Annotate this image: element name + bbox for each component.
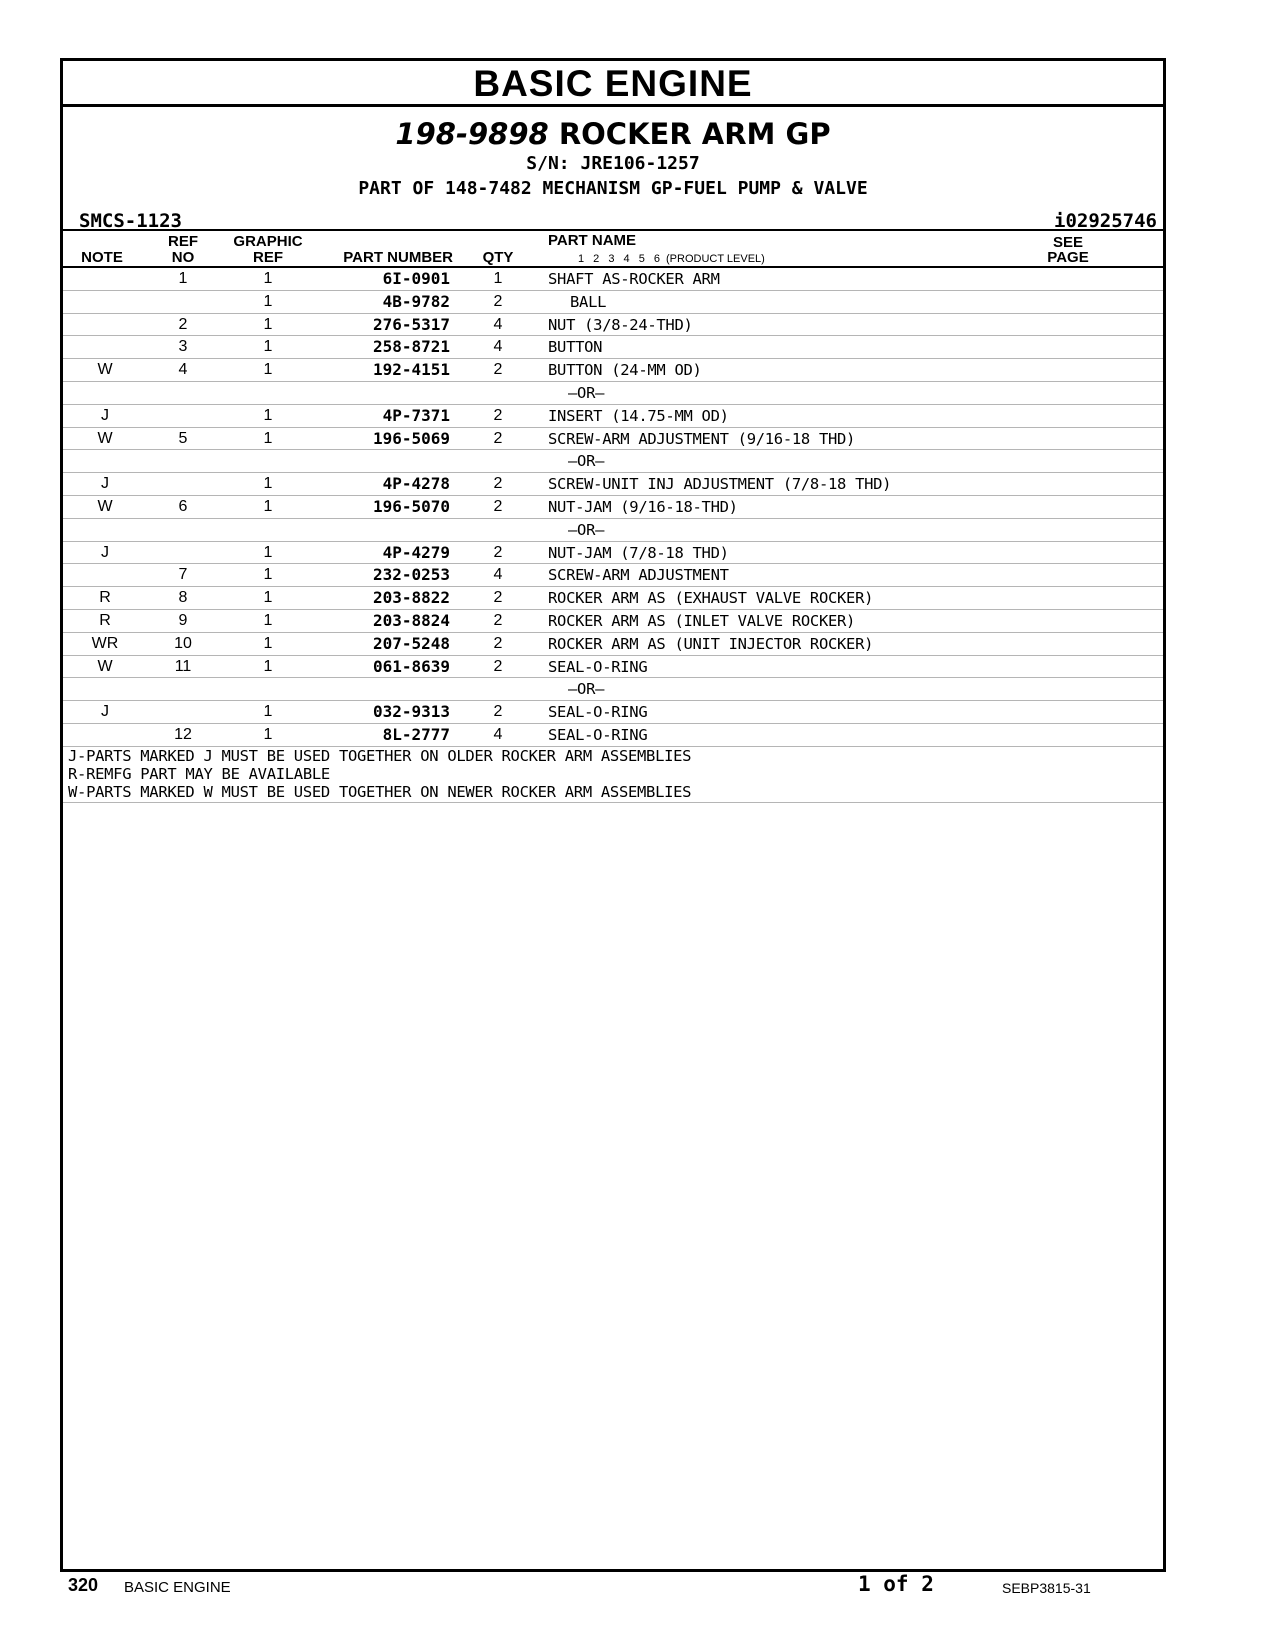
col-qty: QTY <box>482 249 514 266</box>
part-name-cell: SEAL-O-RING <box>548 703 648 722</box>
table-row <box>63 405 1163 428</box>
qty-cell: 2 <box>493 429 503 447</box>
table-row <box>63 610 1163 633</box>
note-cell: W <box>97 497 113 515</box>
part-name-cell: SHAFT AS-ROCKER ARM <box>548 270 720 288</box>
ref-no-cell: 10 <box>174 634 192 652</box>
ref-no-cell: 9 <box>178 611 188 629</box>
group-title <box>63 116 1163 152</box>
col-note: NOTE <box>81 249 123 266</box>
qty-cell: 4 <box>493 338 503 356</box>
ref-no-cell: 2 <box>178 315 188 333</box>
graphic-ref-cell: 1 <box>263 543 273 561</box>
graphic-ref-cell: 1 <box>263 475 273 493</box>
qty-cell: 2 <box>493 703 503 721</box>
part-name-cell: ROCKER ARM AS (INLET VALVE ROCKER) <box>548 611 856 630</box>
col-graphic-bottom: REF <box>253 249 283 266</box>
part-name-cell: —OR— <box>568 680 605 699</box>
ref-no-cell: 3 <box>178 338 188 356</box>
graphic-ref-cell: 1 <box>263 657 273 675</box>
graphic-ref-cell: 1 <box>263 270 273 287</box>
part-number-cell: 4P-4279 <box>382 542 450 562</box>
qty-cell: 2 <box>493 657 503 675</box>
ref-no-cell: 12 <box>174 725 192 743</box>
doc-number: SEBP3815-31 <box>1002 1580 1091 1596</box>
part-name-cell: SCREW-UNIT INJ ADJUSTMENT (7/8-18 THD) <box>548 475 892 494</box>
col-part-number: PART NUMBER <box>343 249 453 266</box>
part-name-cell: —OR— <box>568 520 605 539</box>
table-row <box>63 724 1163 747</box>
qty-cell: 2 <box>493 543 503 561</box>
ref-no-cell: 8 <box>178 589 188 607</box>
part-number-cell: 207-5248 <box>372 633 450 653</box>
table-row <box>63 701 1163 724</box>
product-levels <box>578 253 765 265</box>
note-cell: J <box>101 543 109 561</box>
serial-number: S/N: JRE106-1257 <box>526 153 700 174</box>
col-graphic-top: GRAPHIC <box>233 233 303 250</box>
graphic-ref-cell: 1 <box>263 634 273 652</box>
graphic-ref-cell: 1 <box>263 429 273 447</box>
part-number-cell: 192-4151 <box>372 360 450 380</box>
part-number-cell: 276-5317 <box>372 314 450 334</box>
part-number-cell: 232-0253 <box>372 565 450 585</box>
part-number-cell: 032-9313 <box>372 702 450 722</box>
qty-cell: 4 <box>493 725 503 743</box>
part-name-cell: NUT-JAM (7/8-18 THD) <box>548 543 729 562</box>
note-line: J-PARTS MARKED J MUST BE USED TOGETHER ON OLDER ROCKER ARM ASSEMBLIES <box>68 746 692 765</box>
graphic-ref-cell: 1 <box>263 361 273 379</box>
header-top-rule <box>63 229 1163 231</box>
note-cell: W <box>97 429 113 447</box>
table-row <box>63 268 1163 291</box>
alternate-separator-row <box>63 678 1163 701</box>
ref-no-cell: 7 <box>178 566 188 584</box>
ref-no-cell: 4 <box>178 361 188 379</box>
part-number-cell: 196-5069 <box>372 428 450 448</box>
part-name-cell: ROCKER ARM AS (EXHAUST VALVE ROCKER) <box>548 589 874 608</box>
part-name-cell: SEAL-O-RING <box>548 657 648 676</box>
part-name-cell: ROCKER ARM AS (UNIT INJECTOR ROCKER) <box>548 634 874 653</box>
table-row <box>63 564 1163 587</box>
product-level-label: (PRODUCT LEVEL) <box>666 253 765 265</box>
note-cell: W <box>97 361 113 379</box>
page-number: 320 <box>68 1575 99 1595</box>
product-level-numbers: 1 2 3 4 5 6 <box>578 253 660 265</box>
ref-no-cell: 5 <box>178 429 188 447</box>
part-number-cell: 4B-9782 <box>382 291 450 311</box>
part-name-cell: BALL <box>570 292 607 311</box>
note-line: R-REMFG PART MAY BE AVAILABLE <box>68 764 330 783</box>
part-name-cell: —OR— <box>568 383 605 402</box>
ref-no-cell: 6 <box>178 497 188 515</box>
col-see-top: SEE <box>1052 234 1083 251</box>
page-frame <box>60 58 1166 1572</box>
part-number-cell: 203-8822 <box>372 588 450 608</box>
qty-cell: 2 <box>493 589 503 607</box>
smcs-code: SMCS-1123 <box>79 210 182 232</box>
notes-block <box>63 747 1163 803</box>
graphic-ref-cell: 1 <box>263 315 273 333</box>
note-cell: J <box>101 475 109 493</box>
table-row <box>63 291 1163 314</box>
note-line: W-PARTS MARKED W MUST BE USED TOGETHER ON NEWER ROCKER ARM ASSEMBLIES <box>68 782 692 801</box>
part-number-cell: 4P-7371 <box>382 405 450 425</box>
qty-cell: 2 <box>493 361 503 379</box>
note-cell: W <box>97 657 113 675</box>
graphic-ref-cell: 1 <box>263 611 273 629</box>
qty-cell: 4 <box>493 566 503 584</box>
footer-section: BASIC ENGINE <box>124 1579 231 1596</box>
qty-cell: 2 <box>493 611 503 629</box>
table-row <box>63 473 1163 496</box>
part-name-cell: BUTTON (24-MM OD) <box>548 361 702 380</box>
table-row <box>63 336 1163 359</box>
graphic-ref-cell: 1 <box>263 589 273 607</box>
graphic-ref-cell: 1 <box>263 338 273 356</box>
part-number-cell: 061-8639 <box>372 656 450 676</box>
note-cell: R <box>99 589 111 607</box>
ref-no-cell: 1 <box>178 270 188 287</box>
qty-cell: 2 <box>493 292 503 310</box>
part-name-cell: INSERT (14.75-MM OD) <box>548 406 729 425</box>
part-of-line: PART OF 148-7482 MECHANISM GP-FUEL PUMP & VALVE <box>358 178 868 199</box>
qty-cell: 2 <box>493 634 503 652</box>
graphic-ref-cell: 1 <box>263 566 273 584</box>
table-row <box>63 428 1163 451</box>
qty-cell: 1 <box>493 270 503 287</box>
page-of-pages: 1 of 2 <box>858 1572 934 1596</box>
illustration-ref: i02925746 <box>1054 210 1157 232</box>
graphic-ref-cell: 1 <box>263 725 273 743</box>
part-name-cell: SCREW-ARM ADJUSTMENT <box>548 566 729 585</box>
table-row <box>63 314 1163 337</box>
graphic-ref-cell: 1 <box>263 703 273 721</box>
note-cell: R <box>99 611 111 629</box>
table-row <box>63 542 1163 565</box>
note-cell: J <box>101 406 109 424</box>
ref-no-cell: 11 <box>174 657 192 675</box>
col-ref-top: REF <box>168 233 198 250</box>
table-row <box>63 359 1163 382</box>
note-cell: J <box>101 703 109 721</box>
table-row <box>63 633 1163 656</box>
part-name-cell: —OR— <box>568 452 605 471</box>
group-number: 198-9898 <box>395 117 549 151</box>
note-cell: WR <box>91 634 119 652</box>
parts-table <box>63 268 1163 803</box>
part-number-cell: 6I-0901 <box>382 269 450 288</box>
part-number-cell: 203-8824 <box>372 610 450 630</box>
col-part-name: PART NAME <box>548 232 637 249</box>
graphic-ref-cell: 1 <box>263 406 273 424</box>
table-row <box>63 656 1163 679</box>
qty-cell: 2 <box>493 475 503 493</box>
group-name: ROCKER ARM GP <box>558 117 831 151</box>
col-ref-bottom: NO <box>171 249 195 266</box>
part-name-cell: SEAL-O-RING <box>548 725 648 744</box>
part-number-cell: 196-5070 <box>372 496 450 516</box>
part-name-cell: NUT (3/8-24-THD) <box>548 315 693 334</box>
section-title: BASIC ENGINE <box>63 61 1163 107</box>
qty-cell: 2 <box>493 497 503 515</box>
part-name-cell: BUTTON <box>548 338 603 357</box>
graphic-ref-cell: 1 <box>263 292 273 310</box>
graphic-ref-cell: 1 <box>263 497 273 515</box>
part-number-cell: 8L-2777 <box>382 724 450 744</box>
qty-cell: 4 <box>493 315 503 333</box>
alternate-separator-row <box>63 450 1163 473</box>
part-name-cell: SCREW-ARM ADJUSTMENT (9/16-18 THD) <box>548 429 856 448</box>
table-row <box>63 496 1163 519</box>
part-name-cell: NUT-JAM (9/16-18-THD) <box>548 497 738 516</box>
alternate-separator-row <box>63 382 1163 405</box>
part-number-cell: 258-8721 <box>372 337 450 357</box>
alternate-separator-row <box>63 519 1163 542</box>
part-number-cell: 4P-4278 <box>382 474 450 494</box>
table-row <box>63 587 1163 610</box>
col-see-bottom: PAGE <box>1047 249 1089 266</box>
qty-cell: 2 <box>493 406 503 424</box>
